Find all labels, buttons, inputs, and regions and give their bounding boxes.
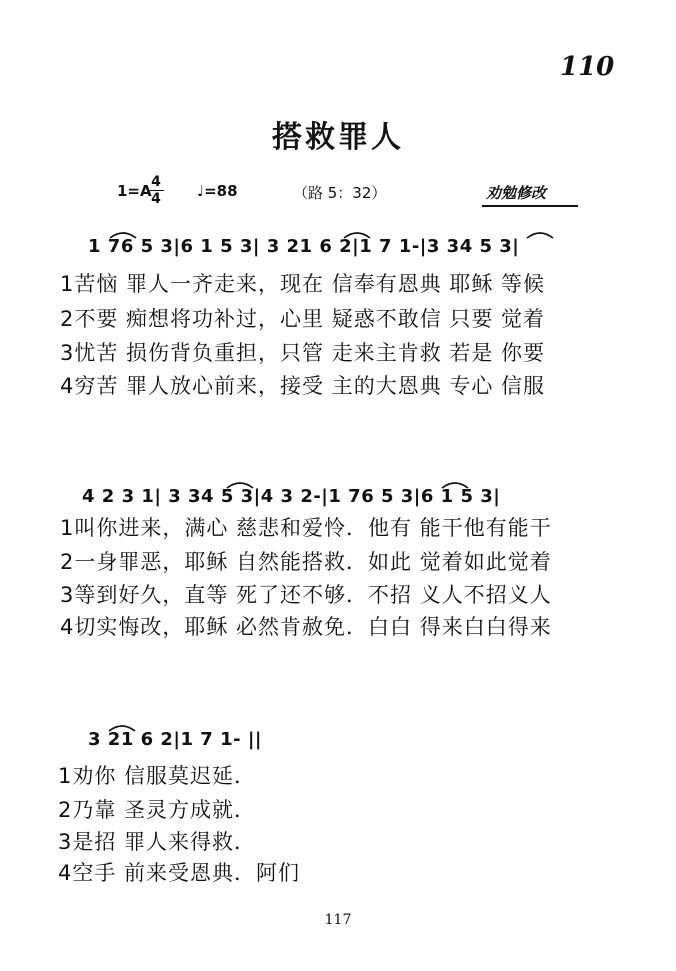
lyric-line: 2乃靠 圣灵方成就． [58,798,257,822]
slur-mark [225,478,255,490]
hymn-header [0,175,676,209]
time-signature-bottom: 4 [151,191,161,207]
credit-underline [482,205,578,207]
lyric-line: 4切实悔改，耶稣 必然肯赦免．白白 得来白白得来 [60,615,552,639]
lyric-line: 4空手 前来受恩典．阿们 [58,861,301,885]
time-signature-top: 4 [148,175,164,191]
lyric-line: 3等到好久，直等 死了还不够．不招 义人不招义人 [60,583,552,607]
lyric-line: 1苦恼 罪人一齐走来，现在 信奉有恩典 耶稣 等候 [60,272,546,296]
lyric-line: 1劝你 信服莫迟延． [58,764,257,788]
slur-mark [440,478,470,490]
scripture-reference: （路 5：32） [293,184,387,202]
time-signature [148,175,164,206]
key-signature: 1=A [117,182,152,200]
hymn-number: 110 [560,52,615,82]
hymn-title: 搭救罪人 [272,120,404,155]
notation-line: 4 2 3 1| 3 34 5 3|4 3 2-|1 76 5 3|6 1 5 3| [82,486,501,507]
slur-mark [342,228,372,240]
lyric-line: 2不要 痴想将功补过，心里 疑惑不敢信 只要 觉着 [60,307,546,331]
notation-line: 3 21 6 2|1 7 1- || [88,729,262,750]
slur-mark [107,721,137,733]
lyric-line: 1叫你进来，满心 慈悲和爱怜．他有 能干他有能干 [60,516,552,540]
arrangement-credit: 劝勉修改 [486,184,547,202]
lyric-line: 4穷苦 罪人放心前来，接受 主的大恩典 专心 信服 [60,374,546,398]
page-number: 117 [324,912,352,928]
lyric-line: 2一身罪恶，耶稣 自然能搭救．如此 觉着如此觉着 [60,550,552,574]
notation-line: 1 76 5 3|6 1 5 3| 3 21 6 2|1 7 1-|3 34 5 3| [88,236,520,257]
lyric-line: 3忧苦 损伤背负重担，只管 走来主肯救 若是 你要 [60,341,546,365]
tempo-marking: ♩=88 [197,182,238,200]
slur-mark [108,228,138,240]
lyric-line: 3是招 罪人来得救． [58,830,257,854]
slur-mark [525,228,555,240]
